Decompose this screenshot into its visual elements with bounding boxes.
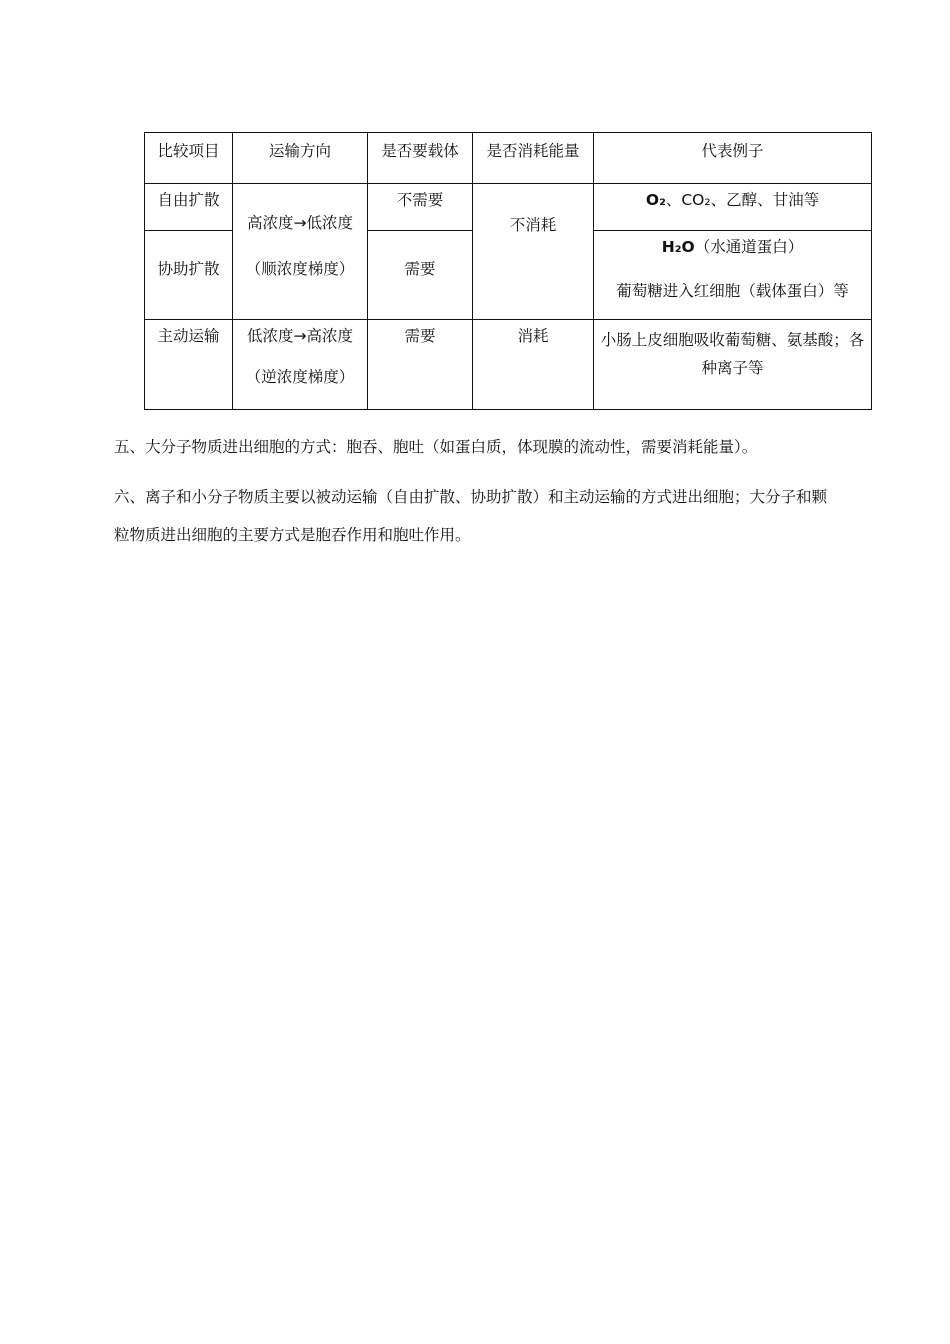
header-cell: 是否消耗能量 [473,133,594,184]
energy-cell: 消耗 [473,320,594,410]
paragraph-section-five: 五、大分子物质进出细胞的方式：胞吞、胞吐（如蛋白质，体现膜的流动性，需要消耗能量）。 [114,438,758,456]
table-row-free-diffusion [145,184,872,231]
example-cell: 小肠上皮细胞吸收葡萄糖、氨基酸；各种离子等 [594,320,872,410]
row-label: 协助扩散 [145,231,233,320]
header-cell: 比较项目 [145,133,233,184]
header-cell: 是否要载体 [368,133,473,184]
row-label: 主动运输 [145,320,233,410]
chemical-formula: O₂ [645,191,666,209]
header-cell: 代表例子 [594,133,872,184]
direction-cell: 高浓度→低浓度 （顺浓度梯度） [233,184,368,320]
carrier-cell: 需要 [368,320,473,410]
chemical-formula: H₂O [661,238,695,256]
example-cell: O₂、CO₂、乙醇、甘油等 [594,184,872,231]
paragraph-section-six: 六、离子和小分子物质主要以被动运输（自由扩散、协助扩散）和主动运输的方式进出细胞；大分子和颗粒物质进出细胞的主要方式是胞吞作用和胞吐作用。 [114,488,828,544]
energy-cell: 不消耗 [473,184,594,320]
direction-cell: 低浓度→高浓度 （逆浓度梯度） [233,320,368,410]
row-label: 自由扩散 [145,184,233,231]
header-cell: 运输方向 [233,133,368,184]
example-cell: H₂O（水通道蛋白） 葡萄糖进入红细胞（载体蛋白）等 [594,231,872,320]
carrier-cell: 不需要 [368,184,473,231]
transport-comparison-table [144,132,872,410]
table-row-active-transport [145,320,872,410]
carrier-cell: 需要 [368,231,473,320]
table-header-row [145,133,872,184]
